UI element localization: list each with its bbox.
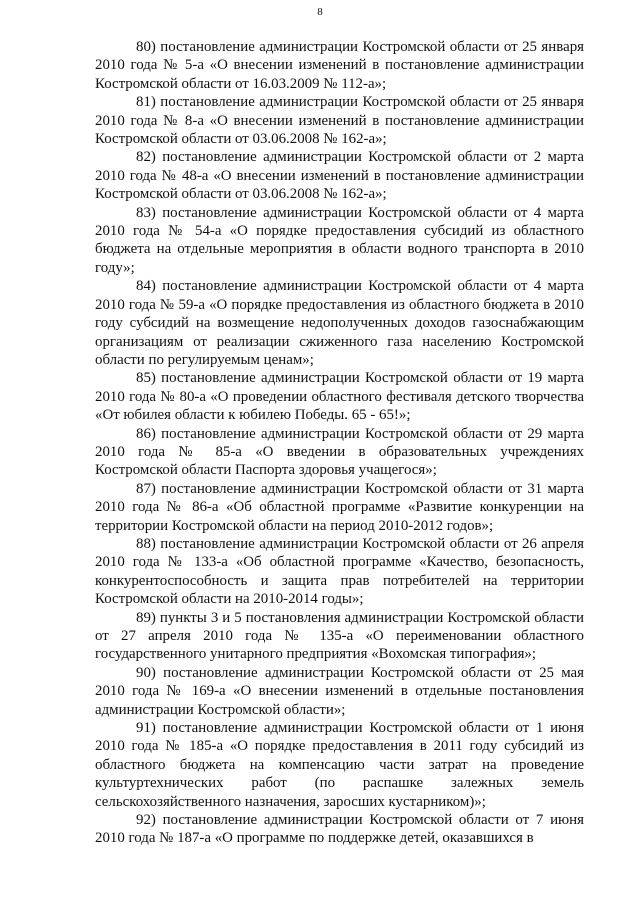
list-item: 83) постановление администрации Костромской области от 4 марта 2010 года № 54-а «О порядке предоставления субсидий из областного бюджета на отдельные мероприятия в области водного транспорта в 2010 году»;: [95, 204, 584, 276]
list-item: 82) постановление администрации Костромской области от 2 марта 2010 года № 48-а «О внесении изменений в постановление администрации Костромской области от 03.06.2008 № 162-а»;: [95, 149, 584, 203]
list-item: 84) постановление администрации Костромской области от 4 марта 2010 года № 59-а «О порядке предоставления из областного бюджета в 2010 году субсидий на возмещение недополученных доходов газоснабжающим организациям от реализации сжиженного газа населению Костромской области по регулируемым ценам»;: [95, 278, 584, 368]
list-item: 90) постановление администрации Костромской области от 25 мая 2010 года № 169-а «О внесении изменений в отдельные постановления администрации Костромской области»;: [95, 664, 584, 718]
list-item: 89) пункты 3 и 5 постановления администрации Костромской области от 27 апреля 2010 года № 135-а «О переименовании областного государственного унитарного предприятия «Вохомская типография»;: [95, 609, 584, 663]
list-item: 85) постановление администрации Костромской области от 19 марта 2010 года № 80-а «О проведении областного фестиваля детского творчества «От юбилея области к юбилею Победы. 65 - 65!»;: [95, 370, 584, 424]
list-item: 80) постановление администрации Костромской области от 25 января 2010 года № 5-а «О внесении изменений в постановление администрации Костромской области от 16.03.2009 № 112-а»;: [95, 39, 584, 92]
document-body: [95, 38, 584, 848]
list-item: 81) постановление администрации Костромской области от 25 января 2010 года № 8-а «О внесении изменений в постановление администрации Костромской области от 03.06.2008 № 162-а»;: [95, 94, 584, 148]
page-number: 8: [317, 6, 323, 18]
list-item: 91) постановление администрации Костромской области от 1 июня 2010 года № 185-а «О порядке предоставления в 2011 году субсидий из областного бюджета на компенсацию части затрат на проведение культуртехнических работ (по распашке залежных земель сельскохозяйственного назначения, заросших кустарником)»;: [95, 720, 584, 810]
list-item: 92) постановление администрации Костромской области от 7 июня 2010 года № 187-а «О программе по поддержке детей, оказавшихся в: [95, 812, 584, 847]
list-item: 87) постановление администрации Костромской области от 31 марта 2010 года № 86-а «Об областной программе «Развитие конкуренции на территории Костромской области на период 2010-2012 годов»;: [95, 480, 584, 534]
list-item: 88) постановление администрации Костромской области от 26 апреля 2010 года № 133-а «Об областной программе «Качество, безопасность, конкурентоспособность и защита прав потребителей на территории Костромской области на 2010-2014 годы»;: [95, 535, 584, 608]
list-item: 86) постановление администрации Костромской области от 29 марта 2010 года № 85-а «О введении в образовательных учреждениях Костромской области Паспорта здоровья учащегося»;: [95, 425, 584, 479]
